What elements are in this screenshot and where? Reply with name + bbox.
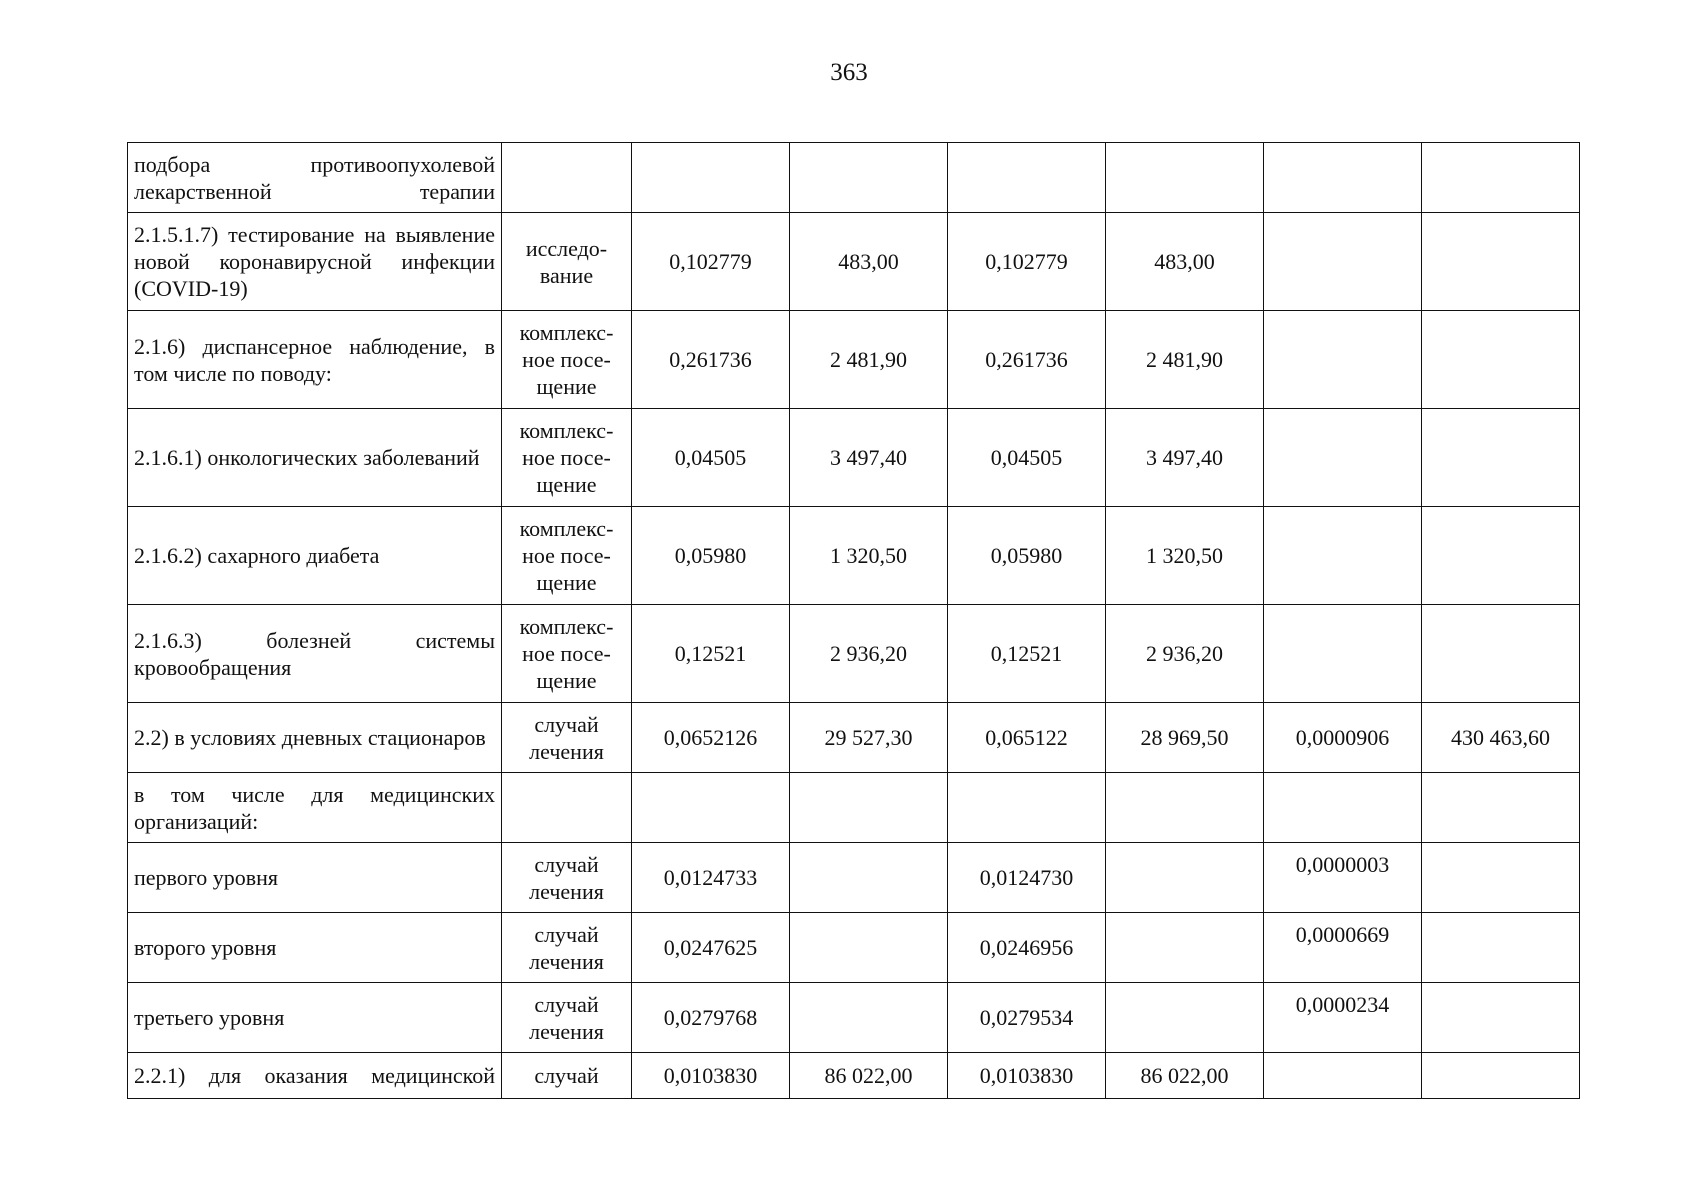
document-table bbox=[127, 142, 1580, 1099]
value-cell: 0,0103830 bbox=[948, 1053, 1106, 1099]
row-name-cell: в том числе для медицинских организаций: bbox=[128, 773, 502, 843]
unit-cell bbox=[502, 143, 632, 213]
value-cell: 2 936,20 bbox=[1106, 605, 1264, 703]
value-cell: 0,0000906 bbox=[1264, 703, 1422, 773]
value-cell: 0,05980 bbox=[948, 507, 1106, 605]
value-cell: 1 320,50 bbox=[790, 507, 948, 605]
value-cell: 0,0279768 bbox=[632, 983, 790, 1053]
value-cell bbox=[1422, 143, 1580, 213]
value-cell bbox=[1422, 507, 1580, 605]
row-name-cell: подбора противоопухолевой лекарственной терапии bbox=[128, 143, 502, 213]
value-cell: 483,00 bbox=[1106, 213, 1264, 311]
value-cell bbox=[1264, 213, 1422, 311]
value-cell: 0,261736 bbox=[632, 311, 790, 409]
table-row bbox=[128, 703, 1580, 773]
value-cell bbox=[790, 843, 948, 913]
page-number: 363 bbox=[830, 59, 868, 86]
value-cell: 86 022,00 bbox=[1106, 1053, 1264, 1099]
value-cell: 2 481,90 bbox=[1106, 311, 1264, 409]
unit-cell: случай лечения bbox=[502, 983, 632, 1053]
value-cell bbox=[632, 773, 790, 843]
value-cell bbox=[1422, 1053, 1580, 1099]
table-row bbox=[128, 213, 1580, 311]
value-cell: 0,0000003 bbox=[1264, 843, 1422, 913]
table-row bbox=[128, 913, 1580, 983]
value-cell: 0,102779 bbox=[948, 213, 1106, 311]
value-cell bbox=[1106, 913, 1264, 983]
value-cell: 0,0000669 bbox=[1264, 913, 1422, 983]
value-cell: 0,0103830 bbox=[632, 1053, 790, 1099]
value-cell bbox=[790, 773, 948, 843]
row-name-cell: 2.2.1) для оказания медицинской bbox=[128, 1053, 502, 1099]
value-cell bbox=[1422, 983, 1580, 1053]
table-row bbox=[128, 773, 1580, 843]
value-cell bbox=[1422, 913, 1580, 983]
value-cell: 0,0247625 bbox=[632, 913, 790, 983]
table-row bbox=[128, 605, 1580, 703]
value-cell bbox=[1264, 143, 1422, 213]
table-row bbox=[128, 143, 1580, 213]
row-name-cell: первого уровня bbox=[128, 843, 502, 913]
row-name-cell: 2.1.6) диспансерное наблюдение, в том числе по поводу: bbox=[128, 311, 502, 409]
value-cell bbox=[1264, 605, 1422, 703]
unit-cell: исследо-вание bbox=[502, 213, 632, 311]
value-cell: 2 481,90 bbox=[790, 311, 948, 409]
value-cell: 0,065122 bbox=[948, 703, 1106, 773]
value-cell bbox=[1264, 311, 1422, 409]
unit-cell: комплекс-ное посе-щение bbox=[502, 605, 632, 703]
value-cell bbox=[790, 913, 948, 983]
value-cell: 0,261736 bbox=[948, 311, 1106, 409]
unit-cell bbox=[502, 773, 632, 843]
value-cell: 3 497,40 bbox=[1106, 409, 1264, 507]
unit-cell: случай лечения bbox=[502, 843, 632, 913]
value-cell bbox=[1264, 773, 1422, 843]
value-cell bbox=[632, 143, 790, 213]
value-cell bbox=[1106, 843, 1264, 913]
value-cell bbox=[1422, 409, 1580, 507]
unit-cell: случай bbox=[502, 1053, 632, 1099]
value-cell bbox=[1422, 213, 1580, 311]
unit-cell: случай лечения bbox=[502, 703, 632, 773]
unit-cell: комплекс-ное посе-щение bbox=[502, 507, 632, 605]
table-row bbox=[128, 507, 1580, 605]
value-cell: 2 936,20 bbox=[790, 605, 948, 703]
value-cell: 0,04505 bbox=[948, 409, 1106, 507]
unit-cell: комплекс-ное посе-щение bbox=[502, 311, 632, 409]
value-cell: 1 320,50 bbox=[1106, 507, 1264, 605]
value-cell bbox=[1422, 311, 1580, 409]
value-cell: 0,0124733 bbox=[632, 843, 790, 913]
table-row bbox=[128, 983, 1580, 1053]
value-cell bbox=[790, 983, 948, 1053]
value-cell bbox=[790, 143, 948, 213]
value-cell: 0,04505 bbox=[632, 409, 790, 507]
value-cell: 0,05980 bbox=[632, 507, 790, 605]
row-name-cell: 2.1.6.1) онкологических заболеваний bbox=[128, 409, 502, 507]
value-cell bbox=[1106, 773, 1264, 843]
value-cell: 0,0652126 bbox=[632, 703, 790, 773]
row-name-cell: 2.1.5.1.7) тестирование на выявление новой коронавирусной инфекции (COVID-19) bbox=[128, 213, 502, 311]
table-row bbox=[128, 409, 1580, 507]
value-cell: 430 463,60 bbox=[1422, 703, 1580, 773]
row-name-cell: второго уровня bbox=[128, 913, 502, 983]
value-cell: 0,0124730 bbox=[948, 843, 1106, 913]
value-cell bbox=[1106, 983, 1264, 1053]
row-name-cell: 2.2) в условиях дневных стационаров bbox=[128, 703, 502, 773]
value-cell bbox=[1422, 605, 1580, 703]
row-name-cell: третьего уровня bbox=[128, 983, 502, 1053]
value-cell bbox=[1422, 843, 1580, 913]
row-name-cell: 2.1.6.3) болезней системы кровообращения bbox=[128, 605, 502, 703]
row-name-cell: 2.1.6.2) сахарного диабета bbox=[128, 507, 502, 605]
value-cell: 0,102779 bbox=[632, 213, 790, 311]
value-cell bbox=[1264, 507, 1422, 605]
value-cell: 0,0246956 bbox=[948, 913, 1106, 983]
value-cell: 28 969,50 bbox=[1106, 703, 1264, 773]
table-row bbox=[128, 311, 1580, 409]
value-cell bbox=[1422, 773, 1580, 843]
table-row bbox=[128, 843, 1580, 913]
unit-cell: комплекс-ное посе-щение bbox=[502, 409, 632, 507]
value-cell bbox=[948, 773, 1106, 843]
value-cell: 483,00 bbox=[790, 213, 948, 311]
value-cell bbox=[1106, 143, 1264, 213]
value-cell: 0,0000234 bbox=[1264, 983, 1422, 1053]
value-cell bbox=[948, 143, 1106, 213]
value-cell: 3 497,40 bbox=[790, 409, 948, 507]
value-cell: 0,12521 bbox=[948, 605, 1106, 703]
value-cell: 86 022,00 bbox=[790, 1053, 948, 1099]
value-cell bbox=[1264, 409, 1422, 507]
value-cell: 0,0279534 bbox=[948, 983, 1106, 1053]
value-cell: 0,12521 bbox=[632, 605, 790, 703]
unit-cell: случай лечения bbox=[502, 913, 632, 983]
value-cell bbox=[1264, 1053, 1422, 1099]
table-row bbox=[128, 1053, 1580, 1099]
value-cell: 29 527,30 bbox=[790, 703, 948, 773]
